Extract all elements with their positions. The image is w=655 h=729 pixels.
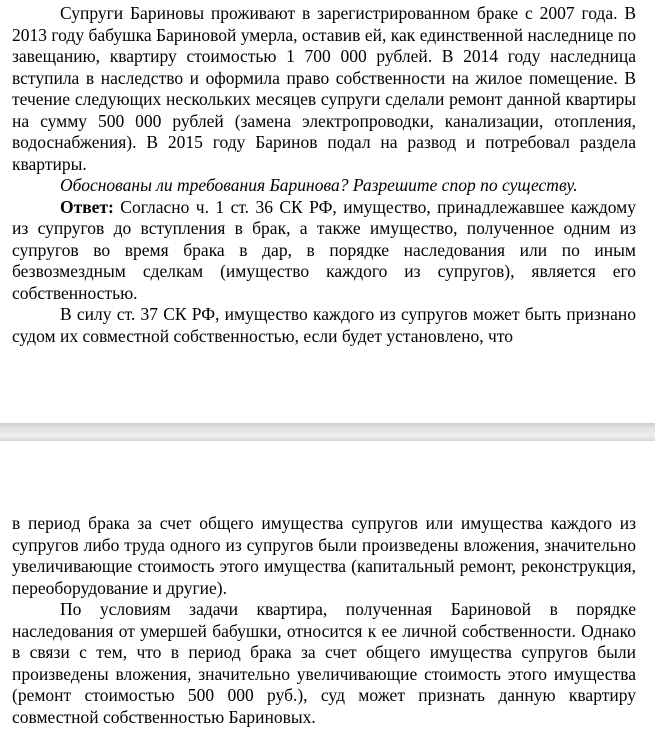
- conclusion-paragraph: По условиям задачи квартира, полученная Бариновой в порядке наследования от умершей бабушки, относится к ее личной собственности. Однако в связи с тем, что в период брака за счет общего имущества супругов были произведены вложения, значительно увеличивающие стоимость этого имущества (ремонт стоимостью 500 000 руб.), суд может признать данную квартиру совместной собственностью Бариновых.: [12, 599, 636, 727]
- continuation-paragraph: в период брака за счет общего имущества супругов или имущества каждого из супругов либо труда одного из супругов были произведены вложения, значительно увеличивающие стоимость этого имущества (капитальный ремонт, реконструкция, переоборудование и другие).: [12, 513, 636, 598]
- case-description-paragraph: Супруги Бариновы проживают в зарегистрированном браке с 2007 года. В 2013 году бабушка Бариновой умерла, оставив ей, как единственной наследнице по завещанию, квартиру стоимостью 1 700 000 рублей. В 2014 году наследница вступила в наследство и оформила право собственности на жилое помещение. В течение следующих нескольких месяцев супруги сделали ремонт данной квартиры на сумму 500 000 рублей (замена электропроводки, канализации, отопления, водоснабжения). В 2015 году Баринов подал на развод и потребовал раздела квартиры.: [12, 3, 636, 174]
- answer-text: Согласно ч. 1 ст. 36 СК РФ, имущество, принадлежавшее каждому из супругов до вступления в брак, а также имущество, полученное одним из супругов во время брака в дар, в порядке наследования или по иным безвозмездным сделкам (имущество каждого из супругов), является его собственностью.: [12, 196, 636, 303]
- answer-label: Ответ:: [60, 196, 114, 217]
- answer-paragraph: [12, 197, 636, 305]
- case-question: Обоснованы ли требования Баринова? Разрешите спор по существу.: [60, 175, 578, 195]
- page-separator: [0, 423, 655, 441]
- document-page-2: [0, 441, 655, 729]
- article-37-paragraph: В силу ст. 37 СК РФ, имущество каждого из супругов может быть признано судом их совместной собственностью, если будет установлено, что: [12, 304, 636, 346]
